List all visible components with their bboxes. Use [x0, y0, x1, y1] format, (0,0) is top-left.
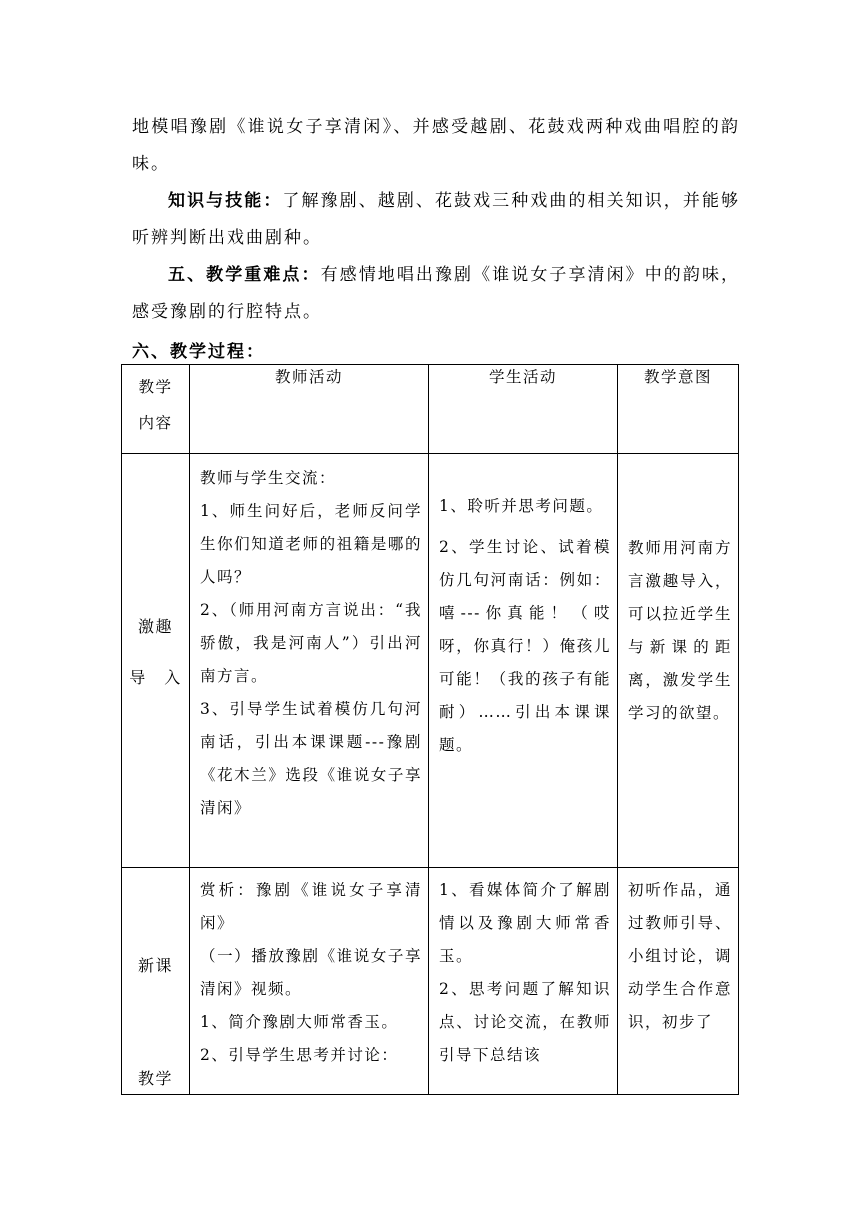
list-item: 2、引导学生思考并讨论：: [200, 1046, 399, 1064]
list-item: 2、（师用河南方言说出：“我骄傲，我是河南人”）引出河南方言。: [200, 601, 422, 685]
header-teacher: 教师活动: [190, 365, 429, 454]
row-label-line2: 教学: [137, 1069, 173, 1088]
list-item: 1、简介豫剧大师常香玉。: [200, 1013, 399, 1031]
paragraph-label: 五、教学重难点：: [168, 265, 321, 285]
list-item: 教师与学生交流：: [200, 469, 337, 487]
header-student: 学生活动: [429, 365, 618, 454]
table-header-row: [122, 365, 739, 454]
paragraph-knowledge-skills: [132, 183, 740, 257]
row-label: [122, 868, 190, 1095]
header-intent: 教学意图: [618, 365, 739, 454]
row-label-line2: 导 入: [129, 668, 182, 687]
list-item: 赏析：豫剧《谁说女子享清闲》: [200, 881, 422, 932]
teacher-activity-cell: [190, 868, 429, 1095]
list-item: 1、看媒体简介了解剧情以及豫剧大师常香玉。: [439, 881, 611, 965]
row-label-line1: 激趣: [137, 617, 173, 636]
paragraph-singing-goal: [132, 109, 740, 183]
teacher-activity-cell: [190, 454, 429, 868]
list-item: 2、学生讨论、试着模仿几句河南话：例如：嘻---你真能！（哎呀，你真行！）俺孩儿可能！（我的孩子有能耐）……引出本课课题。: [439, 538, 611, 754]
paragraph-text: 有感情地唱出豫剧《谁说女子享清闲》中的韵味，感受豫剧的行腔特点。: [132, 265, 741, 322]
teaching-intent-cell: [618, 454, 739, 868]
paragraph-label: 知识与技能：: [168, 191, 283, 211]
list-item: 2、思考问题了解知识点、讨论交流，在教师引导下总结该: [439, 980, 611, 1064]
list-item: （一）播放豫剧《谁说女子享清闲》视频。: [200, 947, 422, 998]
paragraph-key-points: [132, 257, 740, 331]
teaching-intent-cell: [618, 868, 739, 1095]
student-activity-cell: [429, 868, 618, 1095]
lesson-table: [121, 364, 739, 1095]
list-item: 1、聆听并思考问题。: [439, 497, 604, 515]
header-content-line2: 内容: [138, 414, 173, 432]
list-item: 3、引导学生试着模仿几句河南话，引出本课课题---豫剧《花木兰》选段《谁说女子享清闲》: [200, 700, 422, 817]
paragraph-text: 了解豫剧、越剧、花鼓戏三种戏曲的相关知识，并能够听辨判断出戏曲剧种。: [132, 191, 741, 248]
header-content: [122, 365, 190, 454]
section-title: 六、教学过程：: [132, 342, 265, 362]
student-activity-cell: [429, 454, 618, 868]
intent-text: 教师用河南方言激趣导入，可以拉近学生与新课的距离，激发学生学习的欲望。: [628, 539, 732, 722]
list-item: 1、师生问好后，老师反问学生你们知道老师的祖籍是哪的人吗？: [200, 502, 422, 586]
table-row: [122, 454, 739, 868]
intent-text: 初听作品，通过教师引导、小组讨论，调动学生合作意识，初步了: [628, 881, 732, 1031]
table-row: [122, 868, 739, 1095]
row-label-line1: 新课: [137, 956, 173, 975]
header-content-line1: 教学: [138, 378, 173, 396]
paragraph-text: 地模唱豫剧《谁说女子享清闲》、并感受越剧、花鼓戏两种戏曲唱腔的韵味。: [132, 117, 740, 174]
row-label: [122, 454, 190, 868]
